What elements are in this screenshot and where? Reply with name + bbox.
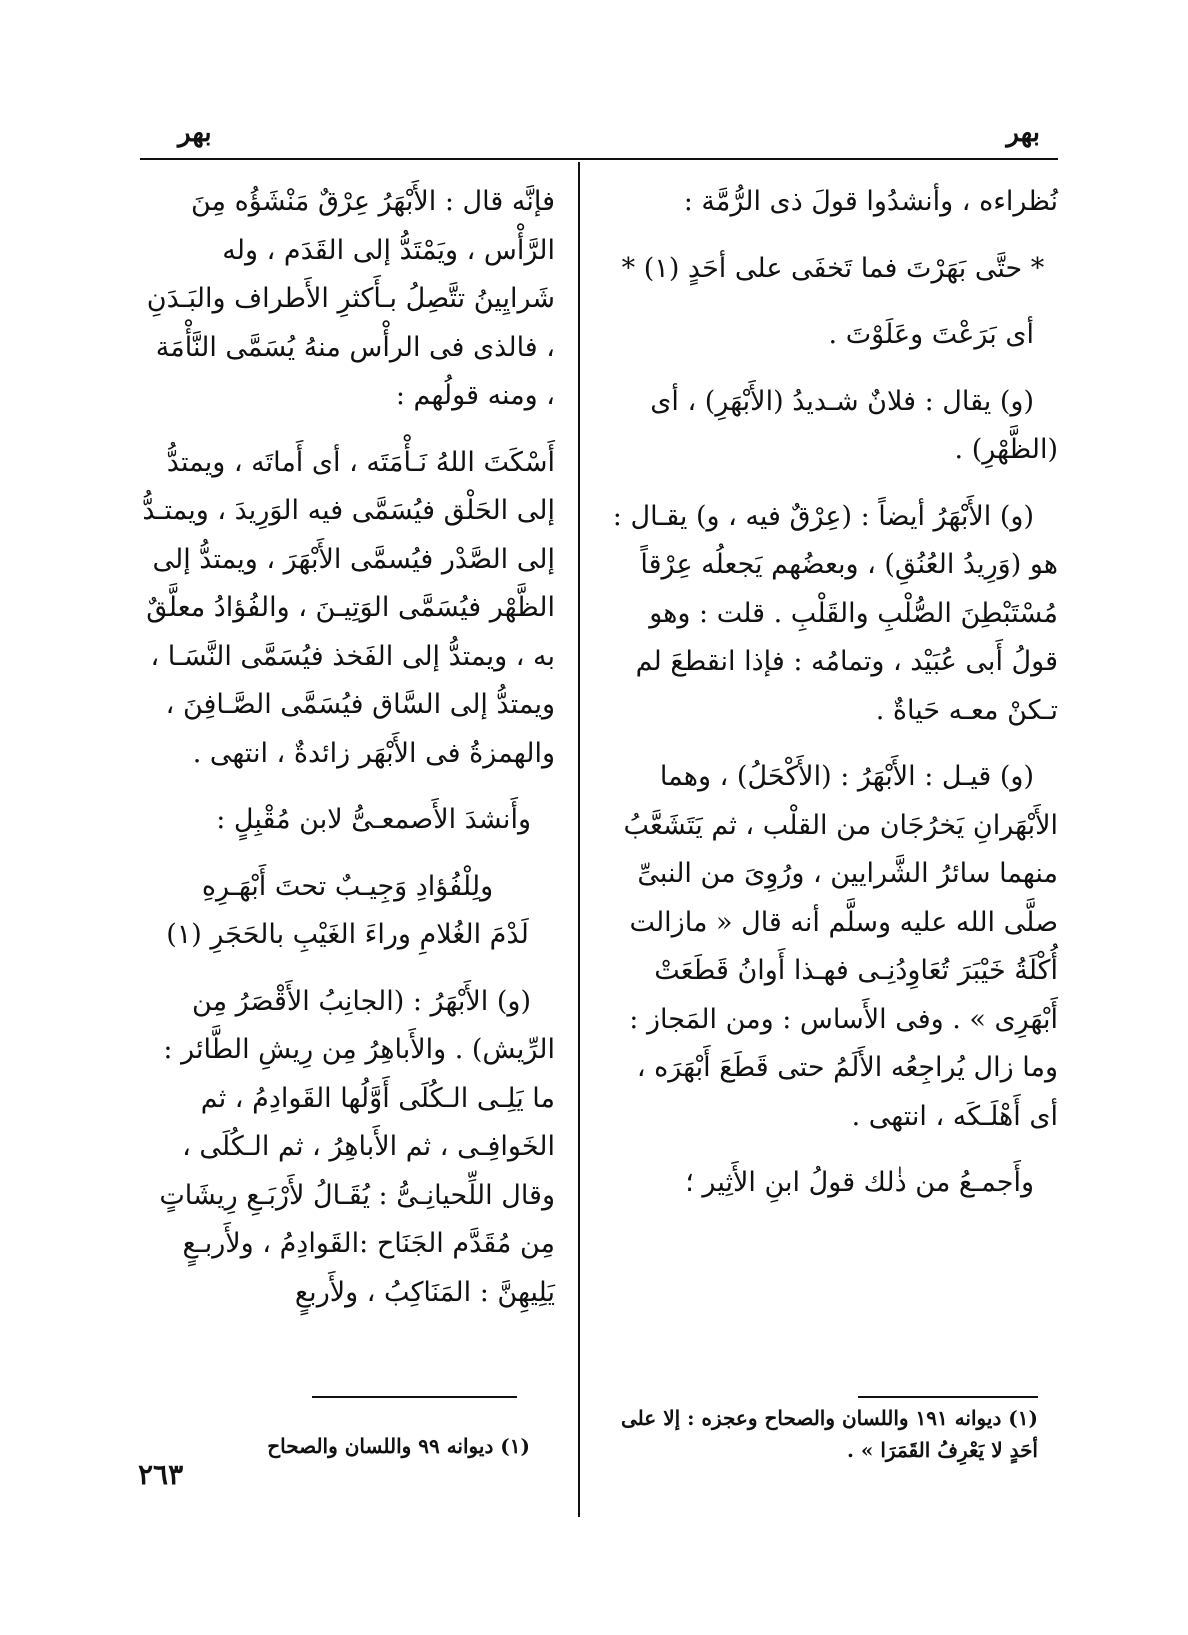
page-number: ٢٦٣ bbox=[138, 1458, 184, 1491]
paragraph: (و) قيـل : الأَبْهَرُ : (الأَكْحَلُ) ، وهما الأَبْهَرانِ يَخرُجَان من القلْب ، ثم يَتَشَعَّبُ منهما سائرُ الشَّرايين ، ورُوِىَ من النبىِّ صلَّى الله عليه وسلَّم أنه قال « مازالت أُكْلَةُ خَيْبَرَ تُعَاوِدُنِـى فهـذا أَوانُ قَطَعَتْ أَبْهَرِى » . وفى الأَساس : ومن المَجاز : وما زال يُراجِعُه الأَلَمُ حتى قَطَعَ أَبْهَرَه ، أى أَهْلَـكَه ، انتهى . bbox=[623, 761, 1058, 1132]
paragraph: (و) يقال : فلانٌ شـديدُ (الأَبْهَرِ) ، أى (الظَّهْرِ) . bbox=[650, 385, 1058, 465]
running-header-left: بهر bbox=[178, 118, 212, 148]
paragraph: وأَنشدَ الأَصمعـىُّ لابن مُقْبِلٍ : bbox=[216, 804, 531, 835]
paragraph: أى بَرَعْتَ وعَلَوْتَ . bbox=[828, 319, 1034, 350]
right-column bbox=[608, 178, 1058, 1226]
left-column bbox=[140, 178, 555, 1335]
running-header-right: بهر bbox=[1006, 118, 1040, 148]
paragraph: أَسْكَتَ اللهُ نَـأْمَتَه ، أى أَماتَه ، ويمتدُّ إلى الحَلْق فيُسَمَّى فيه الوَرِيدَ ، ويمتـدُّ إلى الصَّدْر فيُسمَّى الأَبْهَرَ ، ويمتدُّ إلى الظَّهْر فيُسَمَّى الوَتِيـنَ ، والفُؤادُ معلَّقٌ به ، ويمتدُّ إلى الفَخذ فيُسَمَّى النَّسَـا ، ويمتدُّ إلى السَّاق فيُسَمَّى الصَّـافِنَ ، والهمزةُ فى الأَبْهَر زائدةٌ ، انتهى . bbox=[142, 446, 555, 769]
paragraph: (و) الأَبْهَرُ أيضاً : (عِرْقٌ فيه ، و) يقـال : هو (وَرِيدُ العُنُقِ) ، وبعضُهم يَجعلُه عِرْقاً مُسْتَبْطِنَ الصُّلْبِ والقَلْبِ . قلت : وهو قولُ أَبى عُبَيْد ، وتمامُه : فإذا انقطعَ لم تـكنْ معـه حَياةٌ . bbox=[612, 500, 1058, 726]
footnote-rule-left bbox=[312, 1396, 517, 1398]
paragraph: نُظراءه ، وأنشدُوا قولَ ذى الرُّمَّة : bbox=[683, 186, 1058, 217]
verse-line: لَدْمَ الغُلامِ وراءَ الغَيْبِ بالحَجَرِ (١) bbox=[166, 919, 529, 950]
paragraph: وأَجمـعُ من ذٰلك قولُ ابنِ الأَثِير ؛ bbox=[685, 1167, 1034, 1198]
footnote-right: (١) ديوانه ١٩١ واللسان والصحاح وعجزه : إلا على أحَدٍ لا يَعْرِفُ القَمَرَا » . bbox=[621, 1406, 1038, 1462]
column-divider bbox=[578, 162, 580, 1517]
verse-line: * حتَّى بَهَرْتَ فما تَخفَى على أحَدٍ (١) * bbox=[621, 252, 1045, 284]
footnote-left: (١) ديوانه ٩٩ واللسان والصحاح bbox=[267, 1434, 530, 1458]
footnote-rule-right bbox=[858, 1396, 1038, 1398]
header-rule bbox=[140, 158, 1058, 160]
paragraph: (و) الأَبْهَرُ : (الجانِبُ الأَقْصَرُ مِن الرِّيش) . والأَباهِرُ مِن رِيشِ الطَّائر : ما يَلِـى الـكُلَى أَوَّلُها القَوادِمُ ، ثم الخَوافِـى ، ثم الأَباهِرُ ، ثم الـكُلَى ، وقال اللِّحيانِـىُّ : يُقَـالُ لأَرْبَـعِ رِيشَاتٍ مِن مُقَدَّم الجَنَاح :القَوادِمُ ، ولأَربـعٍ يَلِيهِنَّ : المَنَاكِبُ ، ولأَربعٍ bbox=[159, 985, 555, 1308]
verse-line: ولِلْفُؤادِ وَجِيـبٌ تحتَ أَبْهَـرِهِ bbox=[201, 870, 494, 902]
paragraph: فإنَّه قال : الأَبْهَرُ عِرْقٌ مَنْشَؤُه مِنَ الرَّأْس ، ويَمْتَدُّ إلى القَدَم ، وله شَرايِينُ تتَّصِلُ بـأَكثرِ الأَطراف والبَـدَنِ ، فالذى فى الرأْس منهُ يُسَمَّى النَّأْمَة ، ومنه قولُهم : bbox=[146, 186, 555, 411]
